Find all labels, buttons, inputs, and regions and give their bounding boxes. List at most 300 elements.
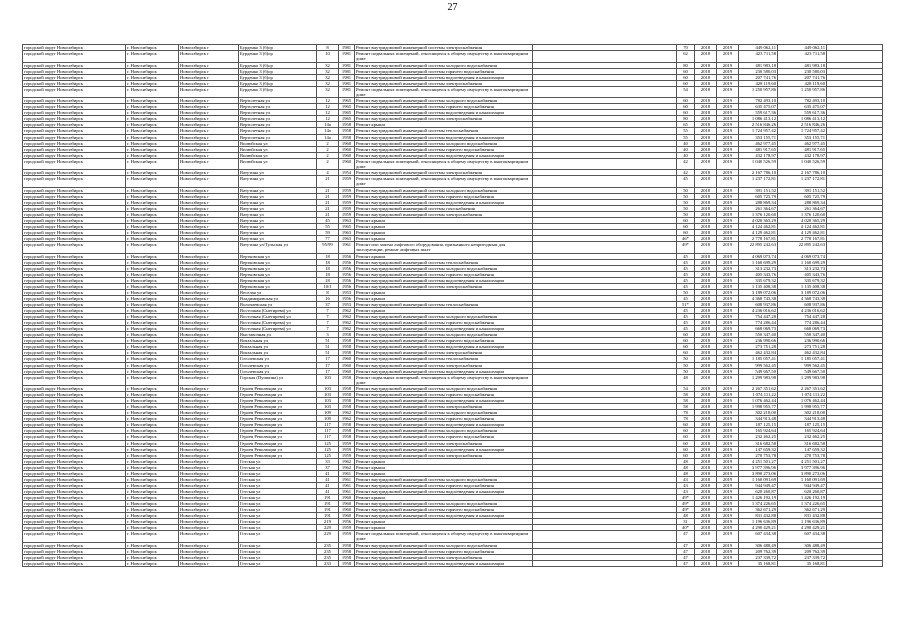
cell-work-type: Ремонт подвальных помещений, относящихся к общему имуществу в многоквартирном доме [355,531,533,543]
cell-settlement: г. Новосибирск [126,428,179,434]
cell-work-type: Ремонт внутридомовой инженерной системы холодного водоснабжения [355,386,533,392]
cell-end-year: 2019 [717,507,739,513]
cell-total: 2 267 351,62 [778,386,827,392]
cell-settlement: г. Новосибирск [126,128,179,134]
cell-settlement: г. Новосибирск [126,338,179,344]
cell-cost: 237 339,72 [739,554,778,560]
cell-city: Новосибирск г [179,488,239,494]
cell-house: 17 [317,368,339,374]
cell-street: Бурденко 3 (б)ор [239,51,317,63]
cell-municipality: городской округ Новосибирск [23,45,126,51]
cell-city: Новосибирск г [179,464,239,470]
cell-year: 1959 [339,440,355,446]
cell-total: 1 376 120,60 [778,211,827,217]
cell-work-type: Ремонт внутридомовой инженерной системы горячего водоснабжения [355,104,533,110]
cell-year: 1981 [339,80,355,86]
cell-start-year: 2018 [695,452,717,458]
cell-cost: 481 983,18 [739,62,778,68]
cell-cost: 1 160 091,69 [739,476,778,482]
cell-work-type: Ремонт внутридомовой инженерной системы холодного водоснабжения [355,187,533,193]
cell-year: 1958 [339,548,355,554]
cell-cost: 462 432,84 [739,350,778,356]
cell-total: 620 260,87 [778,488,827,494]
cell-municipality: городской округ Новосибирск [23,560,126,566]
cell-start-year: 2018 [695,146,717,152]
cell-year: 1960 [339,146,355,152]
cell-start-year: 2018 [695,404,717,410]
cell-work-type: Ремонт подвальных помещений, относящихся к общему имуществу в многоквартирном доме [355,86,533,98]
cell-work-type: Ремонт внутридомовой инженерной системы холодного водоснабжения [355,410,533,416]
cell-municipality: городской округ Новосибирск [23,488,126,494]
cell-municipality: городской округ Новосибирск [23,80,126,86]
cell-total: 22 895 242,63 [778,242,827,254]
cell-end-year: 2019 [717,513,739,519]
cell-street: Вертолетная ул [239,134,317,140]
cell-start-year: 2018 [695,560,717,566]
cell-cost: 462 977,45 [739,140,778,146]
cell-year: 1960 [339,507,355,513]
cell-total: 428 119,60 [778,80,827,86]
cell-house: 103 [317,386,339,392]
cell-settlement: г. Новосибирск [126,146,179,152]
cell-end-year: 2019 [717,338,739,344]
cell-city: Новосибирск г [179,80,239,86]
cell-cost: 316 682,58 [739,440,778,446]
cell-municipality: городской округ Новосибирск [23,416,126,422]
cell-wear: 50 [677,187,695,193]
cell-total: 1 185 057,41 [778,356,827,362]
cell-work-type: Ремонт внутридомовой инженерной системы водоотведения и канализации [355,368,533,374]
cell-city: Новосибирск г [179,344,239,350]
cell-municipality: городской округ Новосибирск [23,230,126,236]
cell-note [533,176,677,188]
cell-year: 1958 [339,428,355,434]
cell-city: Новосибирск г [179,386,239,392]
cell-municipality: городской округ Новосибирск [23,302,126,308]
cell-start-year: 2018 [695,428,717,434]
cell-city: Новосибирск г [179,211,239,217]
cell-city: Новосибирск г [179,224,239,230]
cell-municipality: городской округ Новосибирск [23,176,126,188]
cell-work-type: Ремонт внутридомовой инженерной системы горячего водоснабжения [355,548,533,554]
cell-settlement: г. Новосибирск [126,205,179,211]
cell-end-year: 2019 [717,368,739,374]
cell-municipality: городской округ Новосибирск [23,187,126,193]
cell-city: Новосибирск г [179,476,239,482]
cell-cost: 273 751,28 [739,344,778,350]
cell-start-year: 2018 [695,176,717,188]
cell-wear: 45 [677,277,695,283]
cell-total: 1 374 226,65 [778,501,827,507]
cell-house: 235 [317,554,339,560]
cell-settlement: г. Новосибирск [126,45,179,51]
cell-year: 1956 [339,519,355,525]
cell-end-year: 2019 [717,176,739,188]
cell-municipality: городской округ Новосибирск [23,368,126,374]
cell-wear: 49* [677,242,695,254]
cell-municipality: городской округ Новосибирск [23,199,126,205]
cell-house: 21 [317,176,339,188]
cell-work-type: Ремонт внутридомовой инженерной системы холодного водоснабжения [355,476,533,482]
cell-cost: 313 232,73 [739,265,778,271]
cell-wear: 48 [677,513,695,519]
cell-total: 608 937,86 [778,302,827,308]
cell-end-year: 2019 [717,80,739,86]
cell-municipality: городской округ Новосибирск [23,464,126,470]
cell-settlement: г. Новосибирск [126,104,179,110]
cell-street: Вилюйская ул [239,146,317,152]
cell-cost: 1 299 983,98 [739,374,778,386]
cell-settlement: г. Новосибирск [126,122,179,128]
cell-municipality: городской округ Новосибирск [23,98,126,104]
cell-total: 1 135 408,38 [778,283,827,289]
cell-house: 191 [317,494,339,500]
cell-cost: 147 659,32 [739,446,778,452]
cell-total: 4 069 073,74 [778,253,827,259]
cell-settlement: г. Новосибирск [126,422,179,428]
cell-work-type: Ремонт подвальных помещений, относящихся к общему имуществу в многоквартирном доме [355,51,533,63]
cell-street: Вертковская ул [239,253,317,259]
cell-settlement: г. Новосибирск [126,116,179,122]
cell-cost: 4 124 462,81 [739,224,778,230]
cell-work-type: Ремонт внутридомовой инженерной системы горячего водоснабжения [355,338,533,344]
cell-municipality: городской округ Новосибирск [23,362,126,368]
cell-house: 55 [317,224,339,230]
cell-end-year: 2019 [717,128,739,134]
cell-settlement: г. Новосибирск [126,452,179,458]
cell-house: 14а [317,134,339,140]
cell-start-year: 2018 [695,110,717,116]
cell-cost: 774 286,44 [739,320,778,326]
cell-city: Новосибирск г [179,110,239,116]
cell-cost: 605 725,79 [739,193,778,199]
cell-wear: 47 [677,554,695,560]
cell-wear: 60 [677,332,695,338]
cell-settlement: г. Новосибирск [126,253,179,259]
cell-start-year: 2018 [695,62,717,68]
cell-wear: 48 [677,458,695,464]
cell-settlement: г. Новосибирск [126,332,179,338]
cell-year: 1965 [339,98,355,104]
cell-wear: 58 [677,398,695,404]
cell-end-year: 2019 [717,434,739,440]
cell-total: 2 778 167,81 [778,236,827,242]
cell-street: Восточная (Снегирева) ул [239,314,317,320]
cell-note [533,531,677,543]
cell-street: Вокзальная ул [239,338,317,344]
cell-total: 607 434,38 [778,531,827,543]
cell-start-year: 2018 [695,86,717,98]
cell-wear: 54 [677,386,695,392]
cell-total: 1 250 957,86 [778,86,827,98]
cell-wear: 58 [677,404,695,410]
cell-municipality: городской округ Новосибирск [23,410,126,416]
cell-end-year: 2019 [717,344,739,350]
cell-year: 1960 [339,513,355,519]
cell-work-type: Ремонт внутридомовой инженерной системы горячего водоснабжения [355,271,533,277]
cell-end-year: 2019 [717,199,739,205]
cell-city: Новосибирск г [179,560,239,566]
cell-settlement: г. Новосибирск [126,482,179,488]
cell-work-type: Ремонт внутридомовой инженерной системы горячего водоснабжения [355,482,533,488]
cell-municipality: городской округ Новосибирск [23,374,126,386]
cell-cost: 4 020 365,29 [739,217,778,223]
cell-cost: 353 155,71 [739,134,778,140]
cell-work-type: Ремонт крыши [355,464,533,470]
cell-settlement: г. Новосибирск [126,560,179,566]
cell-cost: 4 129 462,81 [739,230,778,236]
cell-municipality: городской округ Новосибирск [23,122,126,128]
cell-municipality: городской округ Новосибирск [23,320,126,326]
cell-year: 1981 [339,51,355,63]
cell-street: Вилюйская ул [239,152,317,158]
cell-city: Новосибирск г [179,296,239,302]
cell-municipality: городской округ Новосибирск [23,116,126,122]
cell-house: 4 [317,170,339,176]
cell-house: 125 [317,446,339,452]
cell-start-year: 2018 [695,68,717,74]
cell-year: 1981 [339,74,355,80]
cell-street: Вертолетная ул [239,104,317,110]
cell-city: Новосибирск г [179,446,239,452]
cell-end-year: 2019 [717,217,739,223]
table-row [23,476,883,482]
cell-settlement: г. Новосибирск [126,542,179,548]
cell-municipality: городской округ Новосибирск [23,170,126,176]
cell-municipality: городской округ Новосибирск [23,146,126,152]
cell-year: 1960 [339,158,355,170]
cell-cost: 1 074 111,22 [739,392,778,398]
cell-settlement: г. Новосибирск [126,356,179,362]
cell-house: 229 [317,531,339,543]
cell-start-year: 2018 [695,253,717,259]
cell-cost: 4 290 429,21 [739,525,778,531]
cell-end-year: 2019 [717,302,739,308]
cell-city: Новосибирск г [179,68,239,74]
cell-start-year: 2018 [695,199,717,205]
cell-work-type: Ремонт внутридомовой инженерной системы горячего водоснабжения [355,146,533,152]
cell-settlement: г. Новосибирск [126,170,179,176]
table-row [23,259,883,265]
cell-house: 3 [317,332,339,338]
cell-end-year: 2019 [717,110,739,116]
cell-total: 1 074 111,22 [778,392,827,398]
cell-settlement: г. Новосибирск [126,320,179,326]
cell-total: 362 671,29 [778,507,827,513]
cell-work-type: Ремонт внутридомовой инженерной системы холодного водоснабжения [355,62,533,68]
cell-settlement: г. Новосибирск [126,236,179,242]
cell-street: Волочаевская ул [239,302,317,308]
cell-end-year: 2019 [717,259,739,265]
cell-city: Новосибирск г [179,104,239,110]
cell-house: 103 [317,404,339,410]
cell-work-type: Ремонт крыши [355,519,533,525]
cell-end-year: 2019 [717,74,739,80]
cell-city: Новосибирск г [179,146,239,152]
cell-house: 33 [317,458,339,464]
cell-year: 1961 [339,470,355,476]
cell-settlement: г. Новосибирск [126,134,179,140]
table-row [23,211,883,217]
cell-year: 1956 [339,253,355,259]
cell-end-year: 2019 [717,271,739,277]
cell-city: Новосибирск г [179,140,239,146]
cell-year: 1965 [339,110,355,116]
cell-street: Ватутина ул [239,187,317,193]
cell-municipality: городской округ Новосибирск [23,152,126,158]
cell-work-type: Ремонт внутридомовой инженерной системы горячего водоснабжения [355,434,533,440]
cell-street: Владимировская ул [239,296,317,302]
cell-street: Вертковская ул [239,283,317,289]
cell-end-year: 2019 [717,392,739,398]
cell-work-type: Ремонт внутридомовой инженерной системы холодного водоснабжения [355,501,533,507]
cell-cost: 362 671,29 [739,507,778,513]
cell-settlement: г. Новосибирск [126,434,179,440]
cell-work-type: Ремонт внутридомовой инженерной системы электроснабжения [355,80,533,86]
cell-wear: 70 [677,45,695,51]
cell-street: Готская ул [239,560,317,566]
cell-house: 12 [317,116,339,122]
cell-cost: 549 667,50 [739,368,778,374]
cell-total: 237 339,72 [778,554,827,560]
cell-work-type: Ремонт внутридомовой инженерной системы электроснабжения [355,554,533,560]
cell-work-type: Ремонт внутридомовой инженерной системы холодного водоснабжения [355,98,533,104]
cell-municipality: городской округ Новосибирск [23,283,126,289]
cell-year: 1960 [339,368,355,374]
cell-end-year: 2019 [717,531,739,543]
table-row [23,356,883,362]
cell-wear: 48 [677,374,695,386]
cell-year: 1959 [339,205,355,211]
table-row [23,116,883,122]
cell-total: 4 236 016,62 [778,308,827,314]
cell-settlement: г. Новосибирск [126,62,179,68]
cell-city: Новосибирск г [179,253,239,259]
cell-house: 7 [317,314,339,320]
cell-house: 18 [317,277,339,283]
cell-year: 1961 [339,482,355,488]
cell-settlement: г. Новосибирск [126,519,179,525]
cell-end-year: 2019 [717,356,739,362]
cell-house: 117 [317,434,339,440]
cell-settlement: г. Новосибирск [126,507,179,513]
cell-cost: 344 913,48 [739,416,778,422]
cell-house: 21 [317,193,339,199]
cell-wear: 60 [677,68,695,74]
cell-wear: 60 [677,446,695,452]
cell-settlement: г. Новосибирск [126,211,179,217]
cell-street: Готская ул [239,458,317,464]
cell-street: Вертолетная ул [239,122,317,128]
cell-municipality: городской округ Новосибирск [23,542,126,548]
cell-city: Новосибирск г [179,326,239,332]
cell-start-year: 2018 [695,242,717,254]
cell-house: 77 [317,236,339,242]
cell-work-type: Ремонт внутридомовой инженерной системы электроснабжения [355,452,533,458]
cell-cost: 270 753,78 [739,452,778,458]
cell-municipality: городской округ Новосибирск [23,501,126,507]
cell-house: 2 [317,146,339,152]
table-row [23,501,883,507]
cell-year: 1962 [339,308,355,314]
cell-year: 1962 [339,314,355,320]
cell-cost: 261 364,67 [739,205,778,211]
cell-work-type: Ремонт крыши [355,253,533,259]
cell-settlement: г. Новосибирск [126,344,179,350]
cell-start-year: 2018 [695,308,717,314]
cell-house: 32 [317,62,339,68]
cell-settlement: г. Новосибирск [126,193,179,199]
cell-empty [827,374,883,386]
cell-street: Гоголевская ул [239,368,317,374]
cell-work-type: Ремонт крыши [355,470,533,476]
cell-total: 774 286,44 [778,320,827,326]
cell-year: 1956 [339,296,355,302]
cell-work-type: Ремонт крыши [355,308,533,314]
cell-street: Героев Революции ул [239,404,317,410]
cell-city: Новосибирск г [179,122,239,128]
cell-start-year: 2018 [695,519,717,525]
cell-wear: 45 [677,308,695,314]
cell-wear: 60 [677,344,695,350]
cell-house: 41 [317,482,339,488]
cell-cost: 3 890 273,06 [739,470,778,476]
cell-house: 7 [317,308,339,314]
cell-year: 1962 [339,416,355,422]
cell-start-year: 2018 [695,289,717,295]
cell-total: 313 232,73 [778,265,827,271]
cell-year: 1958 [339,374,355,386]
cell-cost: 306 488,49 [739,542,778,548]
cell-wear: 60 [677,80,695,86]
cell-end-year: 2019 [717,452,739,458]
cell-year: 1958 [339,134,355,140]
cell-work-type: Ремонт внутридомовой инженерной системы теплоснабжения [355,259,533,265]
cell-city: Новосибирск г [179,392,239,398]
cell-city: Новосибирск г [179,531,239,543]
cell-house: 10/1 [317,283,339,289]
cell-note [533,51,677,63]
cell-cost: 22 895 242,63 [739,242,778,254]
cell-cost: 3 189 072,06 [739,289,778,295]
cell-settlement: г. Новосибирск [126,368,179,374]
cell-year: 1960 [339,356,355,362]
cell-end-year: 2019 [717,398,739,404]
cell-street: Вилюйская ул [239,140,317,146]
cell-year: 1960 [339,501,355,507]
cell-wear: 60 [677,350,695,356]
cell-street: Бурденко 3 (б)ор [239,86,317,98]
cell-wear: 43 [677,482,695,488]
cell-city: Новосибирск г [179,519,239,525]
cell-wear: 47 [677,548,695,554]
cell-street: Веселая ул [239,289,317,295]
cell-end-year: 2019 [717,320,739,326]
cell-settlement: г. Новосибирск [126,271,179,277]
cell-work-type: Ремонт внутридомовой инженерной системы холодного водоснабжения [355,542,533,548]
cell-house: 41 [317,476,339,482]
cell-cost: 165 924,64 [739,428,778,434]
cell-note [533,374,677,386]
cell-end-year: 2019 [717,458,739,464]
cell-start-year: 2018 [695,271,717,277]
cell-work-type: Ремонт внутридомовой инженерной системы электроснабжения [355,404,533,410]
cell-wear: 60 [677,422,695,428]
cell-start-year: 2018 [695,98,717,104]
cell-cost: 423 711,58 [739,51,778,63]
cell-work-type: Ремонт внутридомовой инженерной системы теплоснабжения [355,128,533,134]
cell-start-year: 2018 [695,205,717,211]
